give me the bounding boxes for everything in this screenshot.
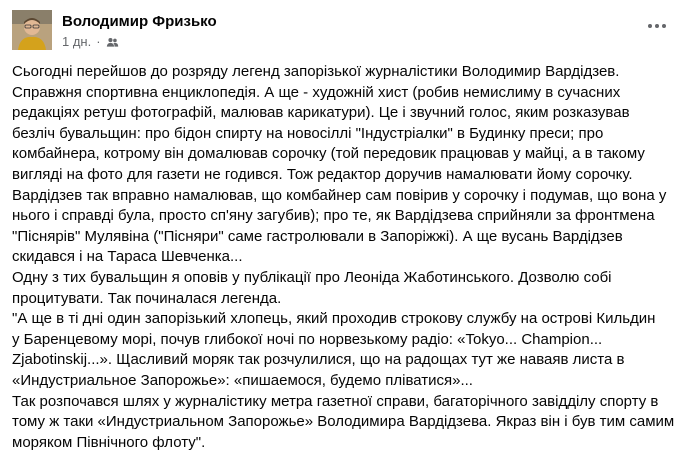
post-text-line: нього і справді була, просто сп'яну загубив); про те, як Вардідзева сприйняли за фронтмена	[12, 207, 655, 225]
post-subline	[62, 34, 217, 50]
author-avatar[interactable]	[12, 10, 52, 50]
post-text-line: тому ж таки «Индустриальном Запорожье» Володимира Вардідзева. Якраз він і був тим самим	[12, 413, 675, 431]
post-text-line: безліч бувальщин: про бідон спирту на новосіллі "Індустріалки" в Будинку преси; про	[12, 124, 604, 142]
friends-icon[interactable]	[106, 36, 119, 49]
post-text-line: «Индустриальное Запорожье»: «пишаемося, будемо пліватися»...	[12, 371, 473, 389]
separator-dot: ·	[96, 34, 101, 49]
post-text-line: комбайнера, котрому він домалював сорочку (той передовик працював у майці, а в такому	[12, 145, 645, 163]
post-text-line: Одну з тих бувальщин я оповів у публікації про Леоніда Жаботинського. Дозволю собі	[12, 268, 612, 286]
more-options-icon	[648, 24, 666, 28]
post-text-line: "А ще в ті дні один запорізький хлопець, який проходив строкову службу на острові Кильдин	[12, 310, 656, 328]
post-text-line: у Баренцевому морі, почув глибокої ночі по норвезькому радіо: «Tokyo... Champion...	[12, 330, 603, 348]
post-time[interactable]: 1 дн.	[62, 34, 92, 49]
post-header	[12, 10, 677, 54]
post-text-line: Вардідзев так вправно намалював, що комбайнер сам повірив у сорочку і подумав, що вона у	[12, 186, 667, 204]
author-name[interactable]: Володимир Фризько	[62, 13, 217, 30]
post-text-line: Zjabotinskij...». Щасливий моряк так розчулилися, що на радощах тут же наваяв листа в	[12, 351, 625, 369]
post-text	[12, 62, 675, 453]
post-meta	[62, 12, 217, 50]
post-text-line: Сьогодні перейшов до розряду легенд запорізької журналістики Володимир Вардідзев.	[12, 63, 620, 80]
post-text-line: процитувати. Так починалася легенда.	[12, 289, 282, 307]
more-options-button[interactable]	[643, 14, 671, 38]
post-text-line: Так розпочався шлях у журналістику метра газетної справи, багаторічного завідділу спорту в	[12, 392, 659, 410]
post-text-line: скидався і на Тараса Шевченка...	[12, 248, 243, 266]
post-text-line: моряком Північного флоту".	[12, 433, 206, 451]
post-text-line: "Піснярів" Мулявіна ("Пісняри" саме гастролювали в Запоріжжі). А ще вусань Вардідзев	[12, 227, 623, 245]
avatar-portrait-icon	[12, 10, 52, 50]
post-text-line: вигляді на фото для газети не годився. Тож редактор доручив намалювати йому сорочку.	[12, 165, 633, 183]
post-text-line: Справжня спортивна енциклопедія. А ще - художній хист (робив немислиму в сучасних	[12, 83, 621, 101]
post-text-line: редакціях ретуш фотографій, малював карикатури). Це і звучний голос, яким розказував	[12, 104, 630, 122]
